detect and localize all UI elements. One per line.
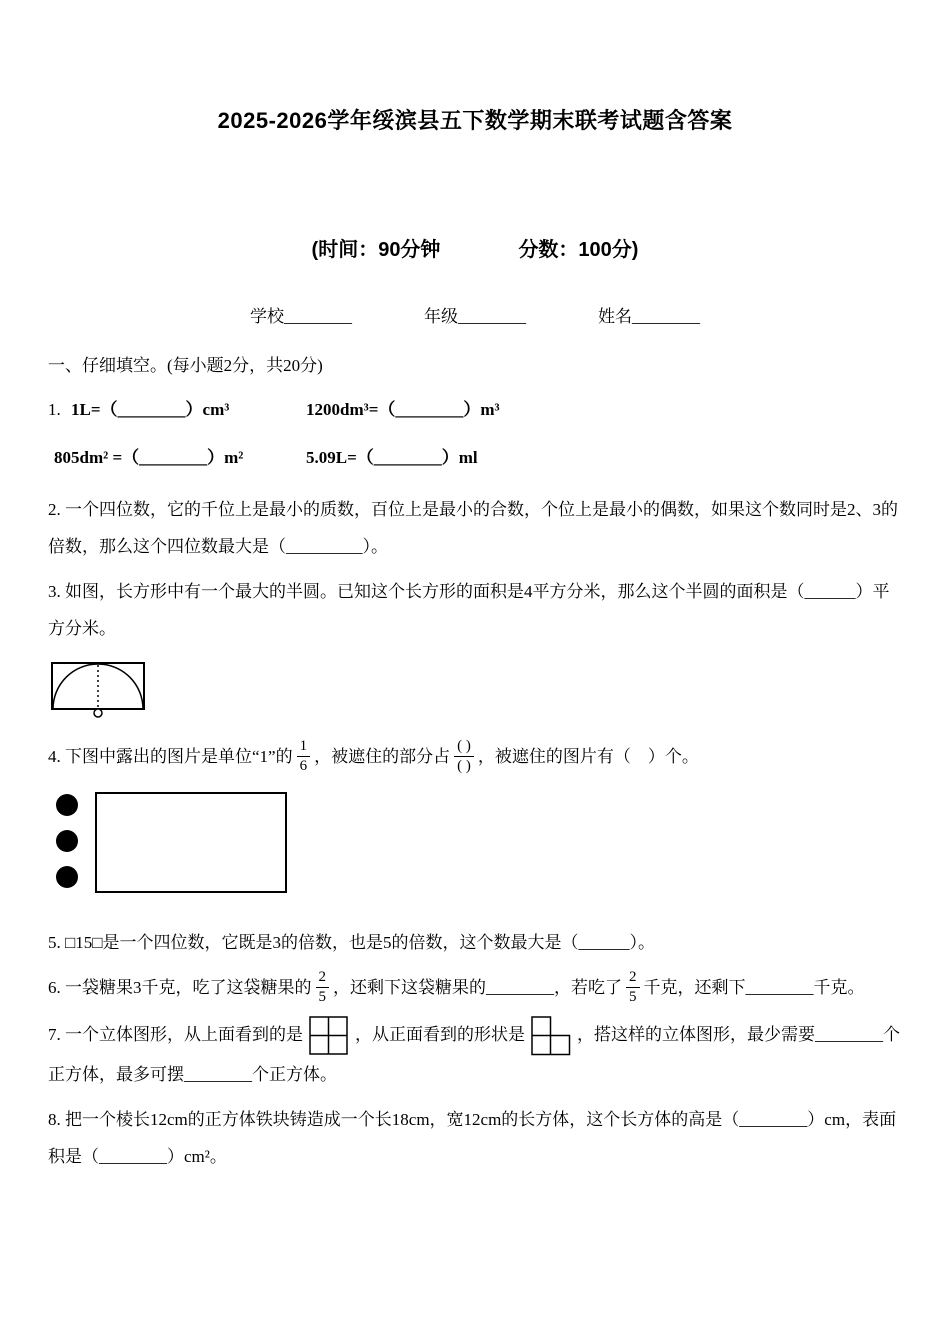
grade-field: 年级________ (424, 307, 526, 326)
fraction-numerator: 2 (626, 969, 640, 988)
question-1-row-1 (48, 386, 902, 434)
fraction-numerator: ( ) (454, 738, 474, 757)
question-7 (48, 1016, 902, 1093)
q7-text-2: ，从正面看到的形状是 (355, 1025, 525, 1045)
question-1-row-2 (48, 434, 902, 482)
fraction-numerator: 2 (316, 969, 330, 988)
name-field: 姓名________ (598, 307, 700, 326)
question-3-figure (50, 655, 902, 724)
q4-text-2: ，被遮住的部分占 (314, 747, 451, 767)
score-label: 分数：100分) (518, 239, 639, 261)
circles-and-cover-diagram (54, 791, 289, 895)
question-6 (48, 969, 902, 1008)
top-view-grid-diagram (309, 1016, 349, 1056)
fraction-numerator: 1 (297, 738, 311, 757)
time-label: (时间：90分钟 (311, 239, 441, 261)
question-1-number: 1. (48, 400, 61, 419)
q6-text-2: ，还剩下这袋糖果的________，若吃了 (333, 978, 622, 998)
question-5: 5. □15□是一个四位数，它既是3的倍数，也是5的倍数，这个数最大是（______）。 (48, 933, 656, 953)
q1-cell-1 (48, 386, 306, 434)
question-3: 3. 如图，长方形中有一个最大的半圆。已知这个长方形的面积是4平方分米，那么这个半圆的面积是（______）平方分米。 (48, 582, 890, 639)
fraction-denominator: ( ) (457, 757, 471, 774)
q4-text-3: ，被遮住的图片有（ ）个。 (477, 747, 699, 767)
question-2: 2. 一个四位数，它的千位上是最小的质数，百位上是最小的合数，个位上是最小的偶数，如果这个数同时是2、3的倍数，那么这个四位数最大是（_________）。 (48, 500, 898, 557)
student-info-line (48, 302, 902, 327)
fraction-denominator: 5 (318, 988, 326, 1005)
fraction-denominator: 6 (299, 757, 308, 774)
fraction-one-sixth (297, 738, 311, 776)
q1-cell-2 (48, 434, 306, 482)
q1-expression-4: 5.09L=（________）ml (306, 447, 478, 467)
q6-text-3: 千克，还剩下________千克。 (643, 978, 865, 998)
fraction-two-fifths (316, 969, 330, 1007)
exam-meta-line (48, 233, 902, 262)
question-4-figure (54, 791, 902, 900)
question-4 (48, 738, 902, 777)
exam-title: 2025-2026学年绥滨县五下数学期末联考试题含答案 (217, 108, 733, 133)
fraction-blank (454, 738, 474, 776)
question-1 (48, 386, 902, 481)
fraction-two-fifths (626, 969, 640, 1007)
q6-text-1: 6. 一袋糖果3千克，吃了这袋糖果的 (48, 978, 312, 998)
fraction-denominator: 5 (629, 988, 637, 1005)
q7-text-3: ，搭这样的立体图形，最少需要________个正方体，最多可摆________个正方体。 (48, 1025, 900, 1085)
q4-text-1: 4. 下图中露出的图片是单位“1”的 (48, 747, 293, 767)
front-view-lshape-diagram (531, 1016, 571, 1056)
q1-expression-1: 1L=（________）cm³ (71, 400, 230, 419)
school-field: 学校________ (250, 307, 352, 326)
section-one-heading: 一、仔细填空。(每小题2分，共20分) (48, 356, 323, 375)
q7-text-1: 7. 一个立体图形，从上面看到的是 (48, 1025, 303, 1045)
question-8: 8. 把一个棱长12cm的正方体铁块铸造成一个长18cm，宽12cm的长方体，这个长方体的高是（________）cm，表面积是（________）cm²。 (48, 1110, 897, 1167)
q1-expression-2: 1200dm³=（________）m³ (306, 400, 500, 419)
q1-expression-3: 805dm² =（________）m² (54, 447, 244, 467)
rectangle-semicircle-diagram (50, 655, 150, 719)
